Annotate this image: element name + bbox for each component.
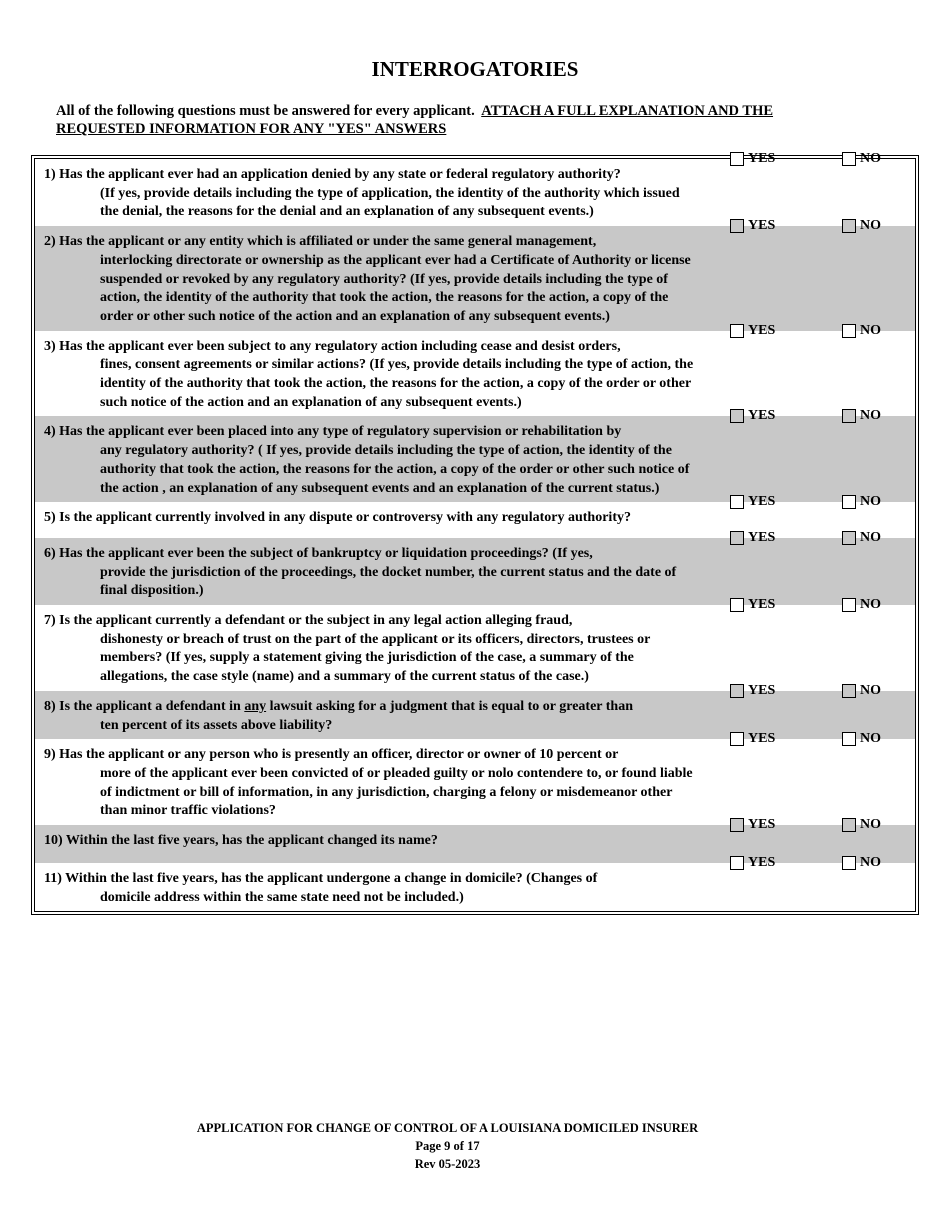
no-label: NO — [860, 494, 881, 510]
question-row-2 — [35, 218, 915, 331]
question-detail: (If yes, provide details including the type of application, the identity of the authority which issued the denial, the reasons for the denial and an explanation of any subsequent events.) — [100, 185, 680, 220]
q4-yes-option[interactable] — [730, 408, 775, 424]
no-label: NO — [860, 731, 881, 747]
checkbox-icon[interactable] — [842, 856, 856, 870]
q6-no-option[interactable] — [842, 530, 881, 546]
q11-yes-option[interactable] — [730, 855, 775, 871]
question-row-6 — [35, 529, 915, 605]
yes-label: YES — [748, 494, 776, 510]
question-text-11 — [35, 863, 696, 911]
question-lead: 6) Has the applicant ever been the subject of bankruptcy or liquidation proceedings? (If yes, — [44, 545, 593, 561]
question-detail: fines, consent agreements or similar actions? (If yes, provide details including the type of action, the identity of the authority that took the action, the reasons for the action, a copy of the order or other such notice of the action and an explanation of any subsequent events.) — [100, 357, 694, 410]
question-text-9 — [35, 739, 696, 825]
yes-label: YES — [748, 597, 776, 613]
q9-no-option[interactable] — [842, 731, 881, 747]
question-text-8 — [35, 691, 696, 739]
question-lead: 9) Has the applicant or any person who is presently an officer, director or owner of 10 percent or — [44, 747, 619, 763]
question-text-1 — [35, 159, 696, 226]
q9-yes-option[interactable] — [730, 731, 775, 747]
q11-no-option[interactable] — [842, 855, 881, 871]
checkbox-icon[interactable] — [730, 219, 744, 233]
question-row-7 — [35, 597, 915, 691]
checkbox-icon[interactable] — [842, 684, 856, 698]
q3-no-option[interactable] — [842, 323, 881, 339]
no-label: NO — [860, 597, 881, 613]
q7-yes-option[interactable] — [730, 597, 775, 613]
checkbox-icon[interactable] — [842, 531, 856, 545]
question-row-5 — [35, 494, 915, 538]
question-text-10 — [35, 825, 696, 863]
question-text-6 — [35, 538, 696, 605]
checkbox-icon[interactable] — [842, 152, 856, 166]
yes-label: YES — [748, 322, 776, 338]
q10-yes-option[interactable] — [730, 817, 775, 833]
checkbox-icon[interactable] — [730, 684, 744, 698]
interrogatories-table — [31, 151, 919, 915]
checkbox-icon[interactable] — [730, 324, 744, 338]
question-lead: 8) Is the applicant a defendant in any lawsuit asking for a judgment that is equal to or greater than — [44, 698, 633, 714]
no-label: NO — [860, 151, 881, 166]
no-label: NO — [860, 529, 881, 545]
no-label: NO — [860, 408, 881, 424]
question-lead: 4) Has the applicant ever been placed into any type of regulatory supervision or rehabilitation by — [44, 424, 622, 440]
page-title: INTERROGATORIES — [371, 57, 579, 81]
question-text-4 — [35, 416, 696, 502]
yes-label: YES — [748, 731, 776, 747]
question-lead: 3) Has the applicant ever been subject to any regulatory action including cease and desist orders, — [44, 338, 621, 354]
question-row-11 — [35, 854, 915, 911]
instructions-attach-note: ATTACH A FULL EXPLANATION AND THE REQUESTED INFORMATION FOR ANY "YES" ANSWERS — [56, 103, 774, 137]
q2-no-option[interactable] — [842, 218, 881, 234]
checkbox-icon[interactable] — [730, 531, 744, 545]
question-detail: any regulatory authority? ( If yes, provide details including the type of action, the identity of the authority that took the action, the reasons for the action, a copy of the order or other such notice of the action , an explanation of any subsequent events and an explanation of the current status.) — [100, 443, 690, 496]
emphasis-any: any — [244, 698, 267, 714]
checkbox-icon[interactable] — [730, 856, 744, 870]
q1-yes-option[interactable] — [730, 151, 775, 167]
q1-no-option[interactable] — [842, 151, 881, 167]
q8-yes-option[interactable] — [730, 683, 775, 699]
question-row-1 — [35, 151, 915, 226]
no-label: NO — [860, 218, 881, 234]
q2-yes-option[interactable] — [730, 218, 775, 234]
instructions — [56, 102, 836, 138]
yes-label: YES — [748, 408, 776, 424]
question-text-3 — [35, 331, 696, 417]
question-lead: 5) Is the applicant currently involved in any dispute or controversy with any regulatory authority? — [44, 510, 631, 526]
q4-no-option[interactable] — [842, 408, 881, 424]
question-row-4 — [35, 408, 915, 502]
question-lead: 10) Within the last five years, has the applicant changed its name? — [44, 833, 438, 849]
question-lead: 1) Has the applicant ever had an application denied by any state or federal regulatory authority? — [44, 167, 621, 182]
question-detail: domicile address within the same state need not be included.) — [100, 889, 464, 905]
footer-form-title: APPLICATION FOR CHANGE OF CONTROL OF A LOUISIANA DOMICILED INSURER — [196, 1121, 699, 1135]
question-detail: dishonesty or breach of trust on the part of the applicant or its officers, directors, trustees or members? (If yes, supply a statement giving the jurisdiction of the case, a summary of the allegations, the case style (name) and a summary of the current status of the case.) — [100, 631, 651, 685]
q7-no-option[interactable] — [842, 597, 881, 613]
yes-label: YES — [748, 218, 776, 234]
question-detail: ten percent of its assets above liability? — [100, 717, 333, 733]
yes-label: YES — [748, 817, 776, 833]
checkbox-icon[interactable] — [730, 598, 744, 612]
question-row-10 — [35, 817, 915, 863]
question-row-3 — [35, 322, 915, 417]
checkbox-icon[interactable] — [842, 598, 856, 612]
checkbox-icon[interactable] — [842, 324, 856, 338]
question-lead: 2) Has the applicant or any entity which is affiliated or under the same general management, — [44, 234, 597, 250]
checkbox-icon[interactable] — [730, 409, 744, 423]
question-text-5 — [35, 502, 696, 538]
question-text-7 — [35, 605, 696, 691]
no-label: NO — [860, 682, 881, 698]
checkbox-icon[interactable] — [842, 409, 856, 423]
q8-no-option[interactable] — [842, 683, 881, 699]
yes-label: YES — [748, 854, 776, 870]
question-detail: more of the applicant ever been convicted of or pleaded guilty or nolo contendere to, or found liable of indictment or bill of information, in any jurisdiction, charging a felony or misdemeanor other than minor traffic violations? — [100, 765, 693, 819]
footer-page-number: Page 9 of 17 — [415, 1139, 480, 1153]
checkbox-icon[interactable] — [842, 495, 856, 509]
yes-label: YES — [748, 529, 776, 545]
question-row-9 — [35, 731, 915, 825]
checkbox-icon[interactable] — [842, 219, 856, 233]
question-lead: 11) Within the last five years, has the applicant undergone a change in domicile? (Changes of — [44, 870, 598, 886]
q5-no-option[interactable] — [842, 494, 881, 510]
checkbox-icon[interactable] — [730, 495, 744, 509]
q5-yes-option[interactable] — [730, 494, 775, 510]
checkbox-icon[interactable] — [730, 732, 744, 746]
question-text-2 — [35, 226, 696, 331]
yes-label: YES — [748, 682, 776, 698]
checkbox-icon[interactable] — [842, 732, 856, 746]
checkbox-icon[interactable] — [730, 152, 744, 166]
checkbox-icon[interactable] — [842, 818, 856, 832]
q6-yes-option[interactable] — [730, 530, 775, 546]
q10-no-option[interactable] — [842, 817, 881, 833]
no-label: NO — [860, 854, 881, 870]
no-label: NO — [860, 322, 881, 338]
yes-label: YES — [748, 151, 776, 166]
footer-revision: Rev 05-2023 — [414, 1157, 481, 1171]
question-row-8 — [35, 682, 915, 739]
q3-yes-option[interactable] — [730, 323, 775, 339]
instructions-text: All of the following questions must be answered for every applicant. — [56, 103, 475, 119]
checkbox-icon[interactable] — [730, 818, 744, 832]
question-detail: interlocking directorate or ownership as the applicant ever had a Certificate of Authority or license suspended or revoked by any regulatory authority? (If yes, provide details including the type of action, the identity of the authority that took the action, the reasons for the action, a copy of the order or other such notice of the action and an explanation of any subsequent events.) — [100, 252, 691, 324]
question-detail: provide the jurisdiction of the proceedings, the docket number, the current status and the date of final disposition.) — [100, 564, 677, 599]
question-lead: 7) Is the applicant currently a defendant or the subject in any legal action alleging fraud, — [44, 613, 573, 629]
no-label: NO — [860, 817, 881, 833]
